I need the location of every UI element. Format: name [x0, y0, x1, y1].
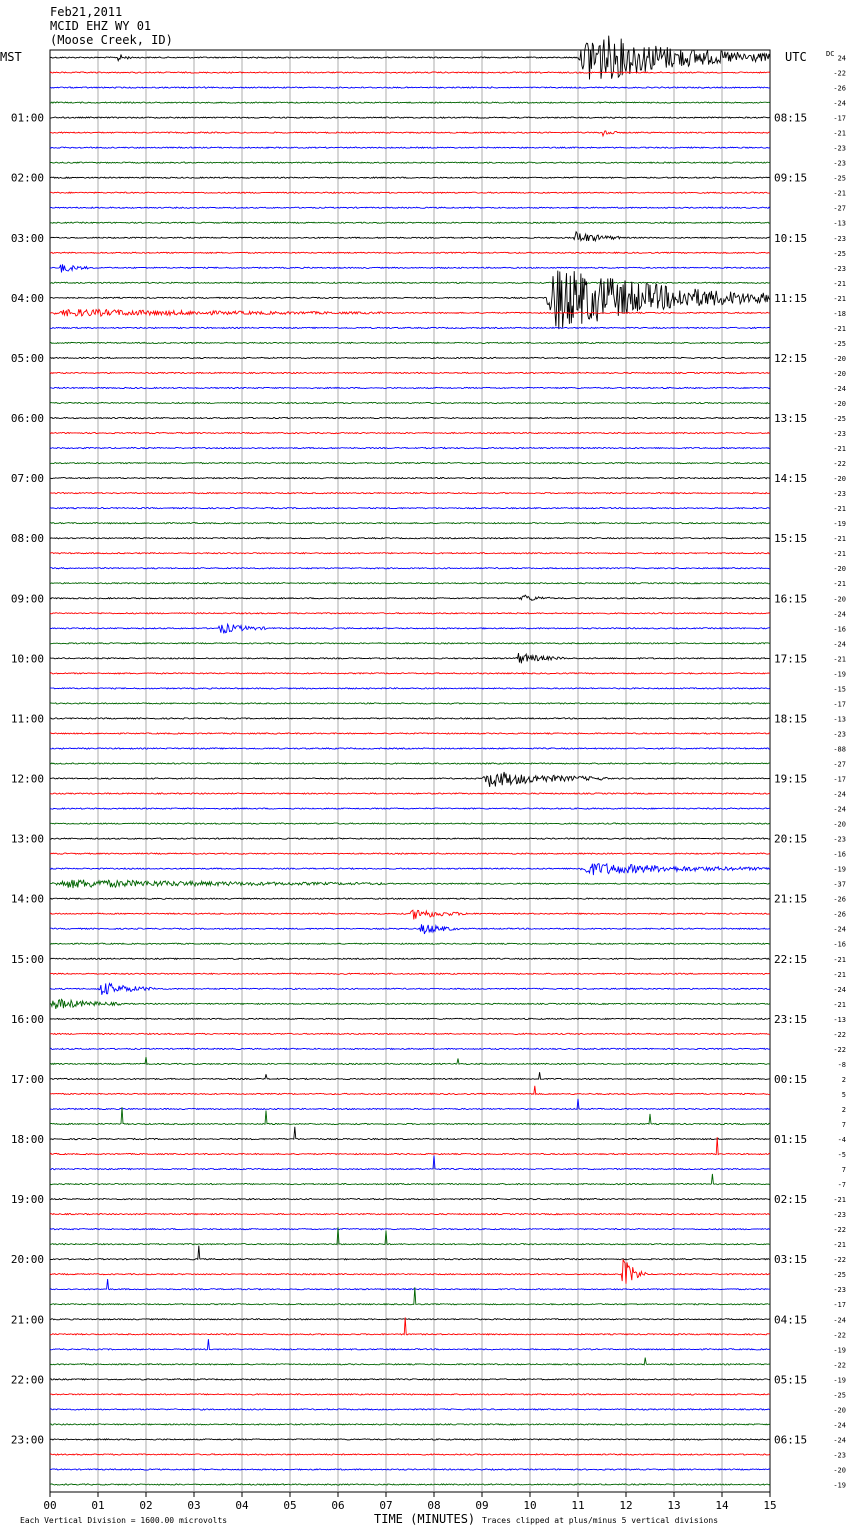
trace-91 [50, 1424, 770, 1425]
x-tick-label: 12 [619, 1499, 633, 1512]
dc-offset-label: -24 [833, 384, 846, 393]
footer-scale-note: Each Vertical Division = 1600.00 microvolts [20, 1516, 228, 1525]
dc-offset-label: 7 [841, 1166, 846, 1175]
dc-offset-label: -21 [833, 445, 846, 454]
trace-3 [50, 102, 770, 103]
right-hour-label: 02:15 [774, 1193, 808, 1207]
trace-68 [50, 1072, 770, 1079]
dc-offset-label: -23 [833, 234, 846, 243]
dc-offset-label: -16 [833, 625, 846, 634]
left-hour-label: 18:00 [10, 1133, 44, 1147]
dc-offset-label: -21 [833, 1000, 846, 1009]
trace-84 [50, 1319, 770, 1320]
dc-offset-label: -8 [837, 1060, 846, 1069]
dc-offset-label: -25 [833, 415, 846, 424]
left-hour-label: 06:00 [10, 412, 44, 426]
trace-35 [50, 583, 770, 584]
right-hour-label: 19:15 [774, 772, 808, 786]
left-hour-label: 02:00 [10, 171, 44, 185]
x-tick-label: 04 [235, 1499, 249, 1512]
dc-offset-labels [833, 55, 846, 1490]
header-station: MCID EHZ WY 01 [50, 19, 152, 33]
left-hour-label: 22:00 [10, 1373, 44, 1387]
trace-72 [50, 1127, 770, 1140]
left-hour-label: 03:00 [10, 231, 44, 245]
dc-offset-label: -15 [833, 685, 846, 694]
dc-offset-label: -19 [833, 865, 846, 874]
x-tick-label: 08 [427, 1499, 441, 1512]
trace-21 [50, 372, 770, 373]
dc-offset-label: -20 [833, 1466, 846, 1475]
dc-offset-label: -25 [833, 174, 846, 183]
dc-offset-label: -24 [833, 790, 846, 799]
dc-offset-label: -4 [837, 1136, 846, 1145]
dc-offset-label: -21 [833, 970, 846, 979]
left-hour-label: 01:00 [10, 111, 44, 125]
trace-12 [50, 232, 770, 241]
dc-offset-label: -21 [833, 279, 846, 288]
x-axis-label: TIME (MINUTES) [374, 1512, 476, 1526]
trace-group [50, 36, 770, 1486]
trace-60 [50, 958, 770, 959]
trace-81 [50, 1260, 770, 1284]
dc-offset-label: -16 [833, 940, 846, 949]
trace-49 [50, 793, 770, 794]
trace-37 [50, 613, 770, 614]
trace-87 [50, 1358, 770, 1365]
dc-offset-label: -22 [833, 1226, 846, 1235]
dc-offset-label: -24 [833, 805, 846, 814]
left-hour-label: 04:00 [10, 291, 44, 305]
trace-7 [50, 162, 770, 163]
left-hour-label: 08:00 [10, 532, 44, 546]
trace-51 [50, 823, 770, 824]
trace-58 [50, 924, 770, 934]
dc-offset-label: -21 [833, 1196, 846, 1205]
dc-offset-label: -18 [833, 309, 846, 318]
trace-63 [50, 999, 770, 1009]
right-hour-label: 09:15 [774, 171, 808, 185]
dc-offset-label: -20 [833, 565, 846, 574]
right-hour-label: 20:15 [774, 832, 808, 846]
dc-offset-label: -21 [833, 129, 846, 138]
dc-offset-label: -24 [833, 1316, 846, 1325]
right-hour-label: 13:15 [774, 412, 808, 426]
trace-4 [50, 117, 770, 118]
trace-26 [50, 447, 770, 448]
dc-offset-label: -23 [833, 1286, 846, 1295]
left-hour-labels [11, 112, 44, 1447]
left-hour-label: 12:00 [10, 772, 44, 786]
trace-44 [50, 718, 770, 719]
trace-17 [50, 309, 770, 316]
x-tick-label: 15 [763, 1499, 777, 1512]
dc-offset-label: -25 [833, 1271, 846, 1280]
dc-offset-label: -17 [833, 700, 846, 709]
trace-28 [50, 478, 770, 479]
trace-29 [50, 493, 770, 494]
dc-offset-label: -21 [833, 580, 846, 589]
trace-75 [50, 1174, 770, 1185]
trace-31 [50, 523, 770, 524]
right-hour-label: 01:15 [774, 1133, 808, 1147]
dc-offset-label: -21 [833, 324, 846, 333]
trace-76 [50, 1199, 770, 1200]
trace-57 [50, 910, 770, 919]
left-hour-label: 07:00 [10, 472, 44, 486]
x-tick-label: 02 [139, 1499, 153, 1512]
x-tick-label: 11 [571, 1499, 585, 1512]
trace-79 [50, 1227, 770, 1245]
trace-59 [50, 943, 770, 944]
right-zone-label: UTC [785, 50, 807, 64]
left-hour-label: 10:00 [10, 652, 44, 666]
dc-offset-label: -88 [833, 745, 846, 754]
trace-10 [50, 207, 770, 208]
trace-14 [50, 264, 770, 272]
x-tick-label: 00 [43, 1499, 57, 1512]
x-tick-label: 05 [283, 1499, 297, 1512]
left-hour-label: 21:00 [10, 1313, 44, 1327]
x-tick-label: 06 [331, 1499, 345, 1512]
trace-92 [50, 1439, 770, 1440]
dc-offset-label: 5 [841, 1090, 846, 1099]
trace-88 [50, 1379, 770, 1380]
right-hour-label: 18:15 [774, 712, 808, 726]
left-hour-label: 14:00 [10, 892, 44, 906]
trace-13 [50, 252, 770, 253]
dc-offset-label: -17 [833, 114, 846, 123]
plot-frame [50, 50, 770, 1492]
left-hour-label: 05:00 [10, 351, 44, 365]
trace-66 [50, 1048, 770, 1049]
trace-36 [50, 595, 770, 600]
trace-16 [50, 271, 770, 330]
dc-offset-label: -22 [833, 1361, 846, 1370]
trace-38 [50, 624, 770, 633]
dc-offset-label: -27 [833, 204, 846, 213]
dc-offset-label: -23 [833, 1211, 846, 1220]
trace-94 [50, 1469, 770, 1470]
plot-grid [50, 50, 770, 1492]
dc-offset-label: -13 [833, 219, 846, 228]
left-hour-label: 23:00 [10, 1433, 44, 1447]
dc-offset-label: -20 [833, 595, 846, 604]
dc-offset-label: -23 [833, 730, 846, 739]
left-zone-label: MST [0, 50, 22, 64]
left-hour-label: 19:00 [10, 1193, 44, 1207]
dc-offset-label: -26 [833, 895, 846, 904]
trace-34 [50, 568, 770, 569]
dc-offset-label: -24 [833, 610, 846, 619]
trace-27 [50, 463, 770, 464]
trace-55 [50, 880, 770, 888]
right-hour-label: 21:15 [774, 892, 808, 906]
dc-offset-label: -13 [833, 715, 846, 724]
dc-offset-label: -19 [833, 1481, 846, 1490]
left-hour-label: 09:00 [10, 592, 44, 606]
trace-39 [50, 643, 770, 644]
x-tick-label: 01 [91, 1499, 105, 1512]
dc-offset-label: -23 [833, 144, 846, 153]
trace-15 [50, 282, 770, 283]
trace-78 [50, 1229, 770, 1230]
trace-40 [50, 653, 770, 663]
trace-67 [50, 1057, 770, 1064]
trace-42 [50, 688, 770, 689]
right-hour-label: 12:15 [774, 351, 808, 365]
trace-9 [50, 192, 770, 193]
right-hour-label: 03:15 [774, 1253, 808, 1267]
dc-offset-label: 2 [841, 1075, 846, 1084]
dc-offset-label: -19 [833, 670, 846, 679]
trace-6 [50, 147, 770, 148]
right-hour-label: 17:15 [774, 652, 808, 666]
right-hour-label: 16:15 [774, 592, 808, 606]
x-tick-label: 10 [523, 1499, 537, 1512]
x-axis-ticks [43, 1492, 776, 1512]
trace-86 [50, 1339, 770, 1350]
trace-43 [50, 703, 770, 704]
trace-24 [50, 417, 770, 418]
trace-64 [50, 1018, 770, 1019]
dc-offset-label: -20 [833, 475, 846, 484]
trace-82 [50, 1279, 770, 1290]
trace-90 [50, 1409, 770, 1410]
dc-offset-label: -22 [833, 69, 846, 78]
trace-19 [50, 342, 770, 343]
trace-89 [50, 1394, 770, 1395]
dc-offset-label: -19 [833, 1346, 846, 1355]
dc-offset-label: -25 [833, 249, 846, 258]
trace-8 [50, 177, 770, 178]
footer-clip-note: Traces clipped at plus/minus 5 vertical divisions [482, 1516, 719, 1525]
dc-offset-label: 2 [841, 1105, 846, 1114]
x-tick-label: 14 [715, 1499, 729, 1512]
dc-offset-label: -17 [833, 775, 846, 784]
dc-offset-label: -24 [833, 99, 846, 108]
right-hour-label: 00:15 [774, 1072, 808, 1086]
right-hour-label: 08:15 [774, 111, 808, 125]
trace-61 [50, 973, 770, 974]
trace-85 [50, 1317, 770, 1335]
dc-offset-label: -26 [833, 910, 846, 919]
dc-offset-label: -20 [833, 399, 846, 408]
header-date: Feb21,2011 [50, 5, 123, 19]
dc-offset-label: -21 [833, 189, 846, 198]
trace-74 [50, 1156, 770, 1170]
dc-offset-label: -13 [833, 1015, 846, 1024]
left-hour-label: 13:00 [10, 832, 44, 846]
dc-offset-label: -21 [833, 1241, 846, 1250]
dc-offset-label: -24 [833, 925, 846, 934]
right-hour-label: 04:15 [774, 1313, 808, 1327]
trace-54 [50, 864, 770, 875]
dc-offset-label: -24 [833, 1436, 846, 1445]
dc-offset-label: -7 [837, 1181, 846, 1190]
dc-offset-label: -5 [837, 1151, 846, 1160]
trace-5 [50, 131, 770, 136]
trace-95 [50, 1484, 770, 1485]
dc-offset-label: -23 [833, 264, 846, 273]
trace-50 [50, 808, 770, 809]
dc-offset-label: -20 [833, 354, 846, 363]
trace-93 [50, 1454, 770, 1455]
dc-offset-label: -16 [833, 850, 846, 859]
trace-22 [50, 387, 770, 388]
dc-offset-label: -22 [833, 1030, 846, 1039]
trace-32 [50, 538, 770, 539]
left-hour-label: 11:00 [10, 712, 44, 726]
dc-offset-label: -20 [833, 369, 846, 378]
dc-offset-label: 7 [841, 1120, 846, 1129]
dc-offset-label: -23 [833, 490, 846, 499]
right-hour-label: 10:15 [774, 231, 808, 245]
dc-offset-label: 24 [837, 54, 846, 63]
dc-offset-label: -19 [833, 520, 846, 529]
trace-23 [50, 402, 770, 403]
header-location: (Moose Creek, ID) [50, 33, 173, 47]
dc-offset-label: -19 [833, 1376, 846, 1385]
trace-53 [50, 853, 770, 854]
dc-offset-label: -21 [833, 294, 846, 303]
dc-offset-label: -22 [833, 460, 846, 469]
dc-offset-label: -21 [833, 655, 846, 664]
dc-offset-label: -37 [833, 880, 846, 889]
dc-offset-label: -22 [833, 1331, 846, 1340]
trace-20 [50, 357, 770, 358]
trace-70 [50, 1099, 770, 1110]
dc-offset-label: -21 [833, 505, 846, 514]
dc-offset-label: -21 [833, 955, 846, 964]
trace-45 [50, 733, 770, 734]
trace-41 [50, 673, 770, 674]
left-hour-label: 15:00 [10, 952, 44, 966]
right-hour-labels [774, 112, 807, 1447]
left-hour-label: 17:00 [10, 1072, 44, 1086]
x-tick-label: 09 [475, 1499, 489, 1512]
x-tick-label: 13 [667, 1499, 681, 1512]
dc-header: DC [826, 50, 835, 58]
dc-offset-label: -22 [833, 1256, 846, 1265]
trace-69 [50, 1086, 770, 1095]
dc-offset-label: -20 [833, 1406, 846, 1415]
dc-offset-label: -23 [833, 159, 846, 168]
trace-52 [50, 838, 770, 839]
dc-offset-label: -23 [833, 835, 846, 844]
trace-65 [50, 1033, 770, 1034]
trace-48 [50, 772, 770, 787]
right-hour-label: 15:15 [774, 532, 808, 546]
trace-2 [50, 87, 770, 88]
dc-offset-label: -24 [833, 1421, 846, 1430]
right-hour-label: 14:15 [774, 472, 808, 486]
trace-11 [50, 222, 770, 223]
right-hour-label: 06:15 [774, 1433, 808, 1447]
right-hour-label: 05:15 [774, 1373, 808, 1387]
dc-offset-label: -23 [833, 1451, 846, 1460]
x-tick-label: 03 [187, 1499, 201, 1512]
left-hour-label: 20:00 [10, 1253, 44, 1267]
trace-18 [50, 327, 770, 328]
x-tick-label: 07 [379, 1499, 393, 1512]
trace-47 [50, 763, 770, 764]
right-hour-label: 11:15 [774, 291, 808, 305]
right-hour-label: 22:15 [774, 952, 808, 966]
trace-80 [50, 1246, 770, 1260]
dc-offset-label: -21 [833, 550, 846, 559]
dc-offset-label: -20 [833, 820, 846, 829]
trace-62 [50, 983, 770, 994]
dc-offset-label: -24 [833, 640, 846, 649]
dc-offset-label: -25 [833, 1391, 846, 1400]
dc-offset-label: -26 [833, 84, 846, 93]
trace-46 [50, 748, 770, 749]
trace-77 [50, 1214, 770, 1215]
trace-1 [50, 72, 770, 73]
right-hour-label: 23:15 [774, 1012, 808, 1026]
trace-30 [50, 508, 770, 509]
dc-offset-label: -27 [833, 760, 846, 769]
trace-71 [50, 1107, 770, 1125]
dc-offset-label: -22 [833, 1045, 846, 1054]
trace-56 [50, 898, 770, 899]
dc-offset-label: -25 [833, 339, 846, 348]
dc-offset-label: -23 [833, 430, 846, 439]
dc-offset-label: -17 [833, 1301, 846, 1310]
trace-25 [50, 432, 770, 433]
trace-33 [50, 553, 770, 554]
left-hour-label: 16:00 [10, 1012, 44, 1026]
dc-offset-label: -24 [833, 985, 846, 994]
dc-offset-label: -21 [833, 535, 846, 544]
